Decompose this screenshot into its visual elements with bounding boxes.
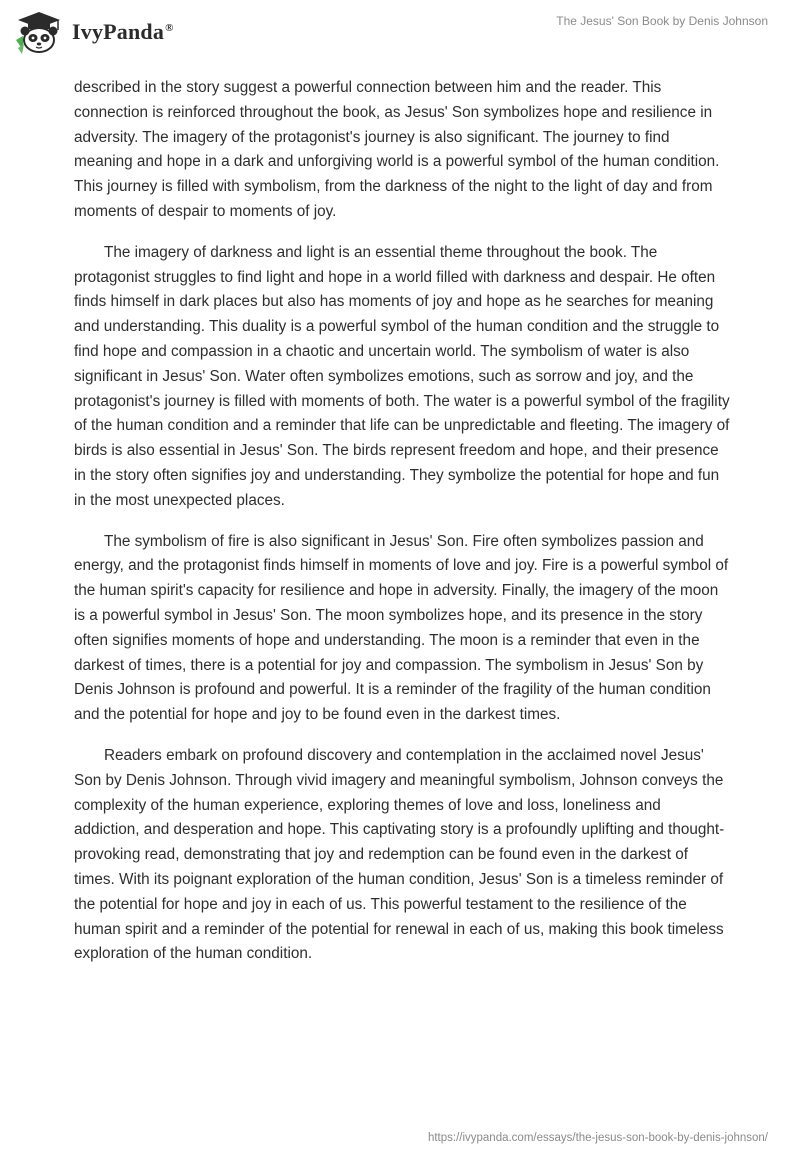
source-url[interactable]: https://ivypanda.com/essays/the-jesus-son-book-by-denis-johnson/ [427,1132,768,1144]
paragraph-4: Readers embark on profound discovery and contemplation in the acclaimed novel Jesus' Son by Denis Johnson. Through vivid imagery and meaningful symbolism, Johnson conveys the complexity of the human experience, exploring themes of love and loss, loneliness and addiction, and desperation and hope. This captivating story is a profoundly uplifting and thought-provoking read, demonstrating that joy and redemption can be found even in the darkest of times. With its poignant exploration of the human condition, Jesus' Son is a timeless reminder of the potential for hope and joy in each of us. This powerful testament to the resilience of the human spirit and a reminder of the potential for renewal in each of us, making this book timeless exploration of the human condition. [74,746,725,963]
brand-name: IvyPanda® [72,19,174,44]
document-title: The Jesus' Son Book by Denis Johnson [556,14,768,28]
registered-mark: ® [165,21,174,34]
paragraph-2: The imagery of darkness and light is an essential theme throughout the book. The protagonist struggles to find light and hope in a world filled with darkness and despair. He often finds himself in dark places but also has moments of joy and hope as he searches for meaning and understanding. This duality is a powerful symbol of the human condition and the struggle to find hope and compassion in a chaotic and uncertain world. The symbolism of water is also significant in Jesus' Son. Water often symbolizes emotions, such as sorrow and joy, and the protagonist's journey is filled with moments of both. The water is a powerful symbol of the fragility of the human condition and a reminder that life can be unpredictable and fleeting. The imagery of birds is also essential in Jesus' Son. The birds represent freedom and hope, and their presence in the story often signifies joy and understanding. They symbolize the potential for hope and fun in the most unexpected places. [74,243,730,509]
brand-logo[interactable] [14,10,174,54]
paragraph-1: described in the story suggest a powerful connection between him and the reader. This connection is reinforced throughout the book, as Jesus' Son symbolizes hope and resilience in adversity. The imagery of the protagonist's journey is also significant. The journey to find meaning and hope in a dark and unforgiving world is a powerful symbol of the human condition. This journey is filled with symbolism, from the darkness of the night to the light of day and from moments of despair to moments of joy. [74,79,720,220]
paragraph-3: The symbolism of fire is also significant in Jesus' Son. Fire often symbolizes passion and energy, and the protagonist finds himself in moments of love and joy. Fire is a powerful symbol of the human spirit's capacity for resilience and hope in adversity. Finally, the imagery of the moon is a powerful symbol in Jesus' Son. The moon symbolizes hope, and its presence in the story often signifies moments of hope and understanding. The moon is a reminder that even in the darkest of times, there is a potential for joy and compassion. The symbolism in Jesus' Son by Denis Johnson is profound and powerful. It is a reminder of the fragility of the human condition and the potential for hope and joy to be found even in the darkest times. [74,532,729,724]
essay-body [74,76,730,983]
panda-graduation-cap-icon [14,10,64,54]
page-header [0,0,800,70]
